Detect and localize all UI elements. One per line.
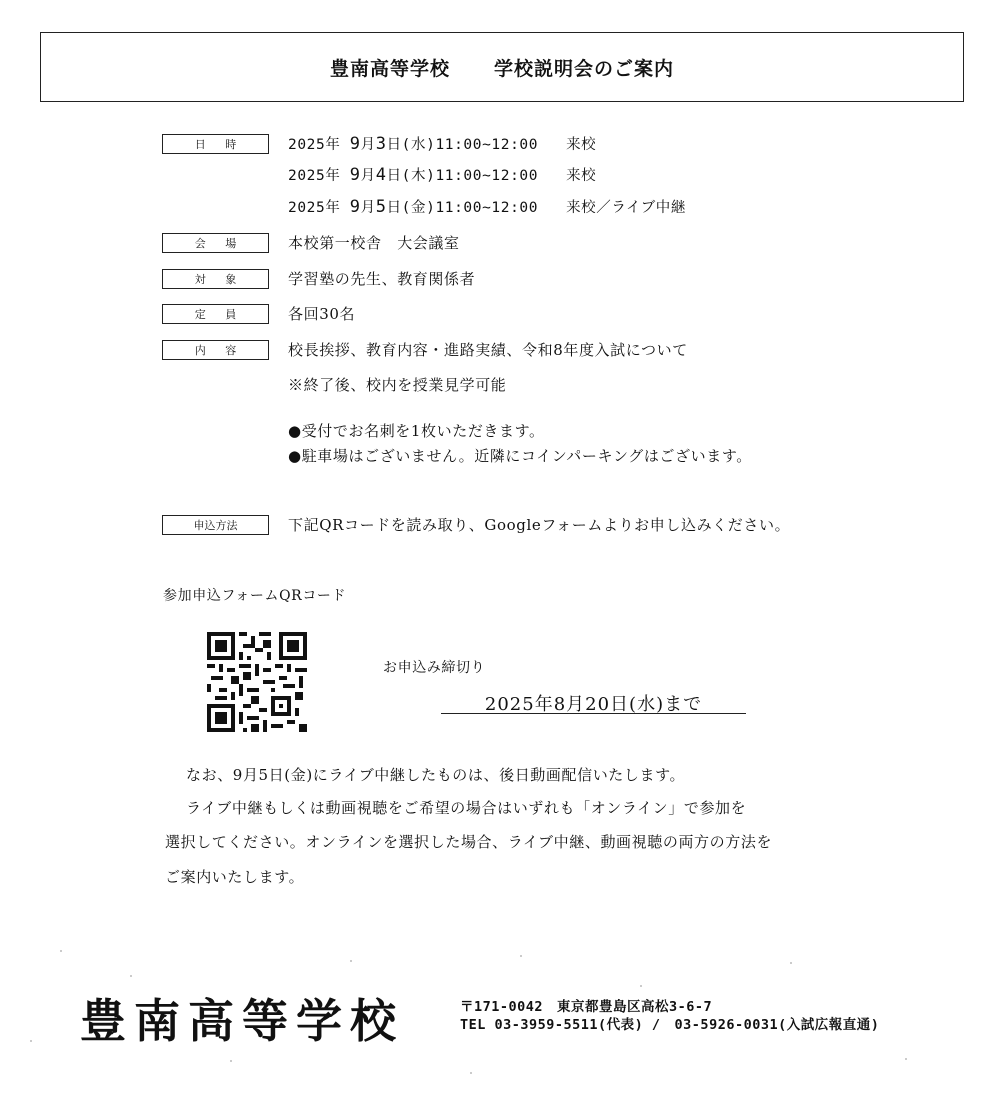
label-datetime: 日 時 xyxy=(162,134,269,154)
content-note: ※終了後、校内を授業見学可能 xyxy=(288,376,507,394)
title-school: 豊南高等学校 xyxy=(329,57,450,80)
label-capacity: 定 員 xyxy=(162,304,269,324)
label-venue: 会 場 xyxy=(162,233,269,253)
content-text: 校長挨拶、教育内容・進路実績、令和8年度入試について xyxy=(288,341,688,359)
label-target: 対 象 xyxy=(162,269,269,289)
deadline-label: お申込み締切り xyxy=(383,660,486,676)
deadline-date: 2025年8月20日(水)まで xyxy=(441,690,746,714)
qr-caption: 参加申込フォームQRコード xyxy=(163,588,347,604)
schedule-row-3: 2025年 9月5日(金)11:00~12:00 来校／ライブ中継 xyxy=(288,197,687,217)
footer-address: 〒171-0042 東京都豊島区高松3-6-7 xyxy=(460,999,713,1015)
label-content: 内 容 xyxy=(162,340,269,360)
schedule-row-2: 2025年 9月4日(木)11:00~12:00 来校 xyxy=(288,165,597,185)
note-business-card: ●受付でお名刺を1枚いただきます。 xyxy=(288,422,545,440)
paragraph-2: ライブ中継もしくは動画視聴をご希望の場合はいずれも「オンライン」で参加を xyxy=(186,799,747,817)
venue-text: 本校第一校舎 大会議室 xyxy=(288,234,460,252)
capacity-text: 各回30名 xyxy=(288,305,356,323)
qr-code[interactable] xyxy=(207,632,307,732)
note-parking: ●駐車場はございません。近隣にコインパーキングはございます。 xyxy=(288,447,752,465)
title-text: 学校説明会のご案内 xyxy=(494,57,675,80)
document-title-box xyxy=(40,32,964,102)
paragraph-4: ご案内いたします。 xyxy=(165,868,305,886)
schedule-row-1: 2025年 9月3日(水)11:00~12:00 来校 xyxy=(288,134,597,154)
apply-text: 下記QRコードを読み取り、Googleフォームよりお申し込みください。 xyxy=(288,516,791,534)
paragraph-1: なお、9月5日(金)にライブ中継したものは、後日動画配信いたします。 xyxy=(186,766,686,784)
paragraph-3: 選択してください。オンラインを選択した場合、ライブ中継、動画視聴の両方の方法を xyxy=(165,833,773,851)
footer-school-name: 豊南高等学校 xyxy=(80,994,404,1048)
label-apply: 申込方法 xyxy=(162,515,269,535)
footer-tel: TEL 03-3959-5511(代表) / 03-5926-0031(入試広報直通) xyxy=(460,1017,880,1033)
target-text: 学習塾の先生、教育関係者 xyxy=(288,270,476,288)
